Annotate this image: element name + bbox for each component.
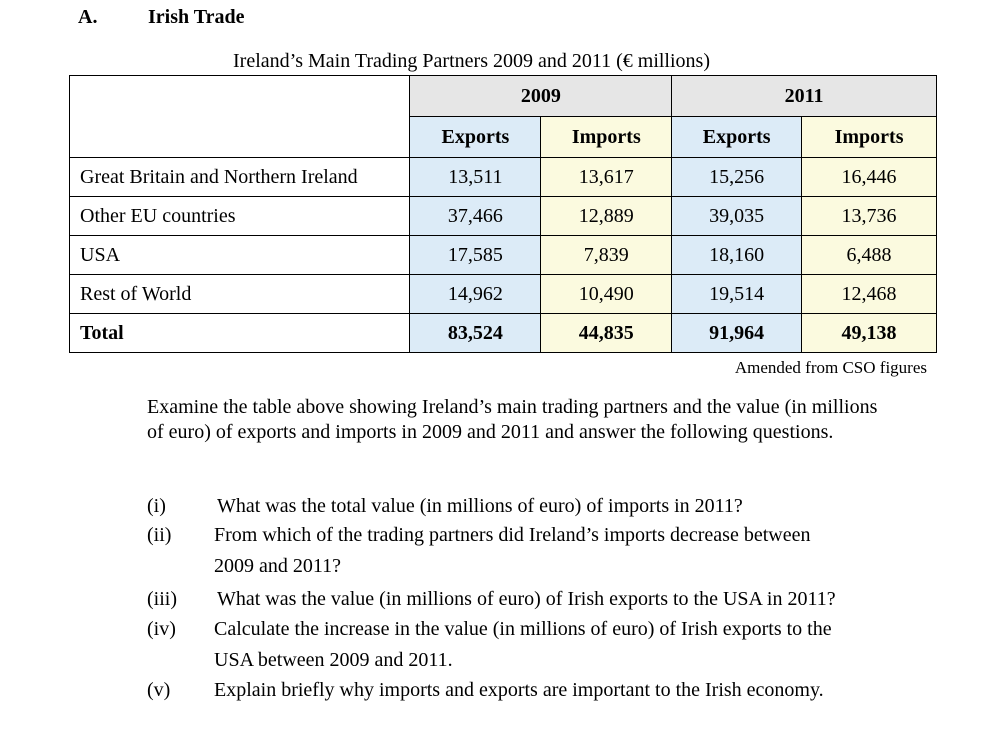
section-heading — [78, 6, 245, 29]
table-cell: 12,889 — [541, 197, 672, 236]
row-label: Total — [70, 314, 410, 353]
table-cell: 16,446 — [802, 158, 937, 197]
question-number: (v) — [147, 679, 171, 701]
table-cell: 6,488 — [802, 236, 937, 275]
year-header-2011: 2011 — [672, 76, 937, 117]
question-text-line-2: 2009 and 2011? — [214, 555, 342, 577]
total-cell: 91,964 — [672, 314, 802, 353]
intro-paragraph: Examine the table above showing Ireland’s main trading partners and the value (in millions of euro) of exports and imports in 2009 and 2011 and answer the following questions. — [147, 396, 878, 443]
col-header-exports-2009: Exports — [410, 117, 541, 158]
table-row — [70, 236, 937, 275]
question-number: (iii) — [147, 588, 177, 610]
table-row — [70, 197, 937, 236]
col-header-exports-2011: Exports — [672, 117, 802, 158]
table-cell: 13,736 — [802, 197, 937, 236]
section-number: A. — [78, 6, 98, 28]
trade-table — [69, 75, 937, 353]
question-number: (i) — [147, 495, 166, 517]
table-cell: 10,490 — [541, 275, 672, 314]
question-text-line-1: Calculate the increase in the value (in millions of euro) of Irish exports to the — [214, 618, 832, 640]
total-row — [70, 314, 937, 353]
table-cell: 39,035 — [672, 197, 802, 236]
table-cell: 19,514 — [672, 275, 802, 314]
total-cell: 83,524 — [410, 314, 541, 353]
row-label: USA — [70, 236, 410, 275]
question-text-line-2: USA between 2009 and 2011. — [214, 649, 453, 671]
question-text: What was the value (in millions of euro) of Irish exports to the USA in 2011? — [217, 588, 836, 610]
question-text: What was the total value (in millions of euro) of imports in 2011? — [217, 495, 743, 517]
table-cell: 15,256 — [672, 158, 802, 197]
table-row — [70, 158, 937, 197]
year-header-row — [70, 76, 937, 117]
table-cell: 37,466 — [410, 197, 541, 236]
table-caption: Ireland’s Main Trading Partners 2009 and 2011 (€ millions) — [233, 50, 710, 72]
table-cell: 13,511 — [410, 158, 541, 197]
table-row — [70, 275, 937, 314]
year-header-2009: 2009 — [410, 76, 672, 117]
row-label: Great Britain and Northern Ireland — [70, 158, 410, 197]
table-cell: 13,617 — [541, 158, 672, 197]
col-header-imports-2009: Imports — [541, 117, 672, 158]
total-cell: 49,138 — [802, 314, 937, 353]
source-note: Amended from CSO figures — [734, 358, 927, 377]
table-cell: 18,160 — [672, 236, 802, 275]
table-cell: 14,962 — [410, 275, 541, 314]
empty-corner-cell — [70, 76, 410, 158]
question-text: Explain briefly why imports and exports are important to the Irish economy. — [214, 679, 824, 701]
question-number: (iv) — [147, 618, 176, 640]
row-label: Rest of World — [70, 275, 410, 314]
table-cell: 17,585 — [410, 236, 541, 275]
question-number: (ii) — [147, 524, 172, 546]
question-text-line-1: From which of the trading partners did Ireland’s imports decrease between — [214, 524, 811, 546]
table-cell: 12,468 — [802, 275, 937, 314]
row-label: Other EU countries — [70, 197, 410, 236]
table-cell: 7,839 — [541, 236, 672, 275]
col-header-imports-2011: Imports — [802, 117, 937, 158]
section-title: Irish Trade — [148, 6, 245, 28]
total-cell: 44,835 — [541, 314, 672, 353]
